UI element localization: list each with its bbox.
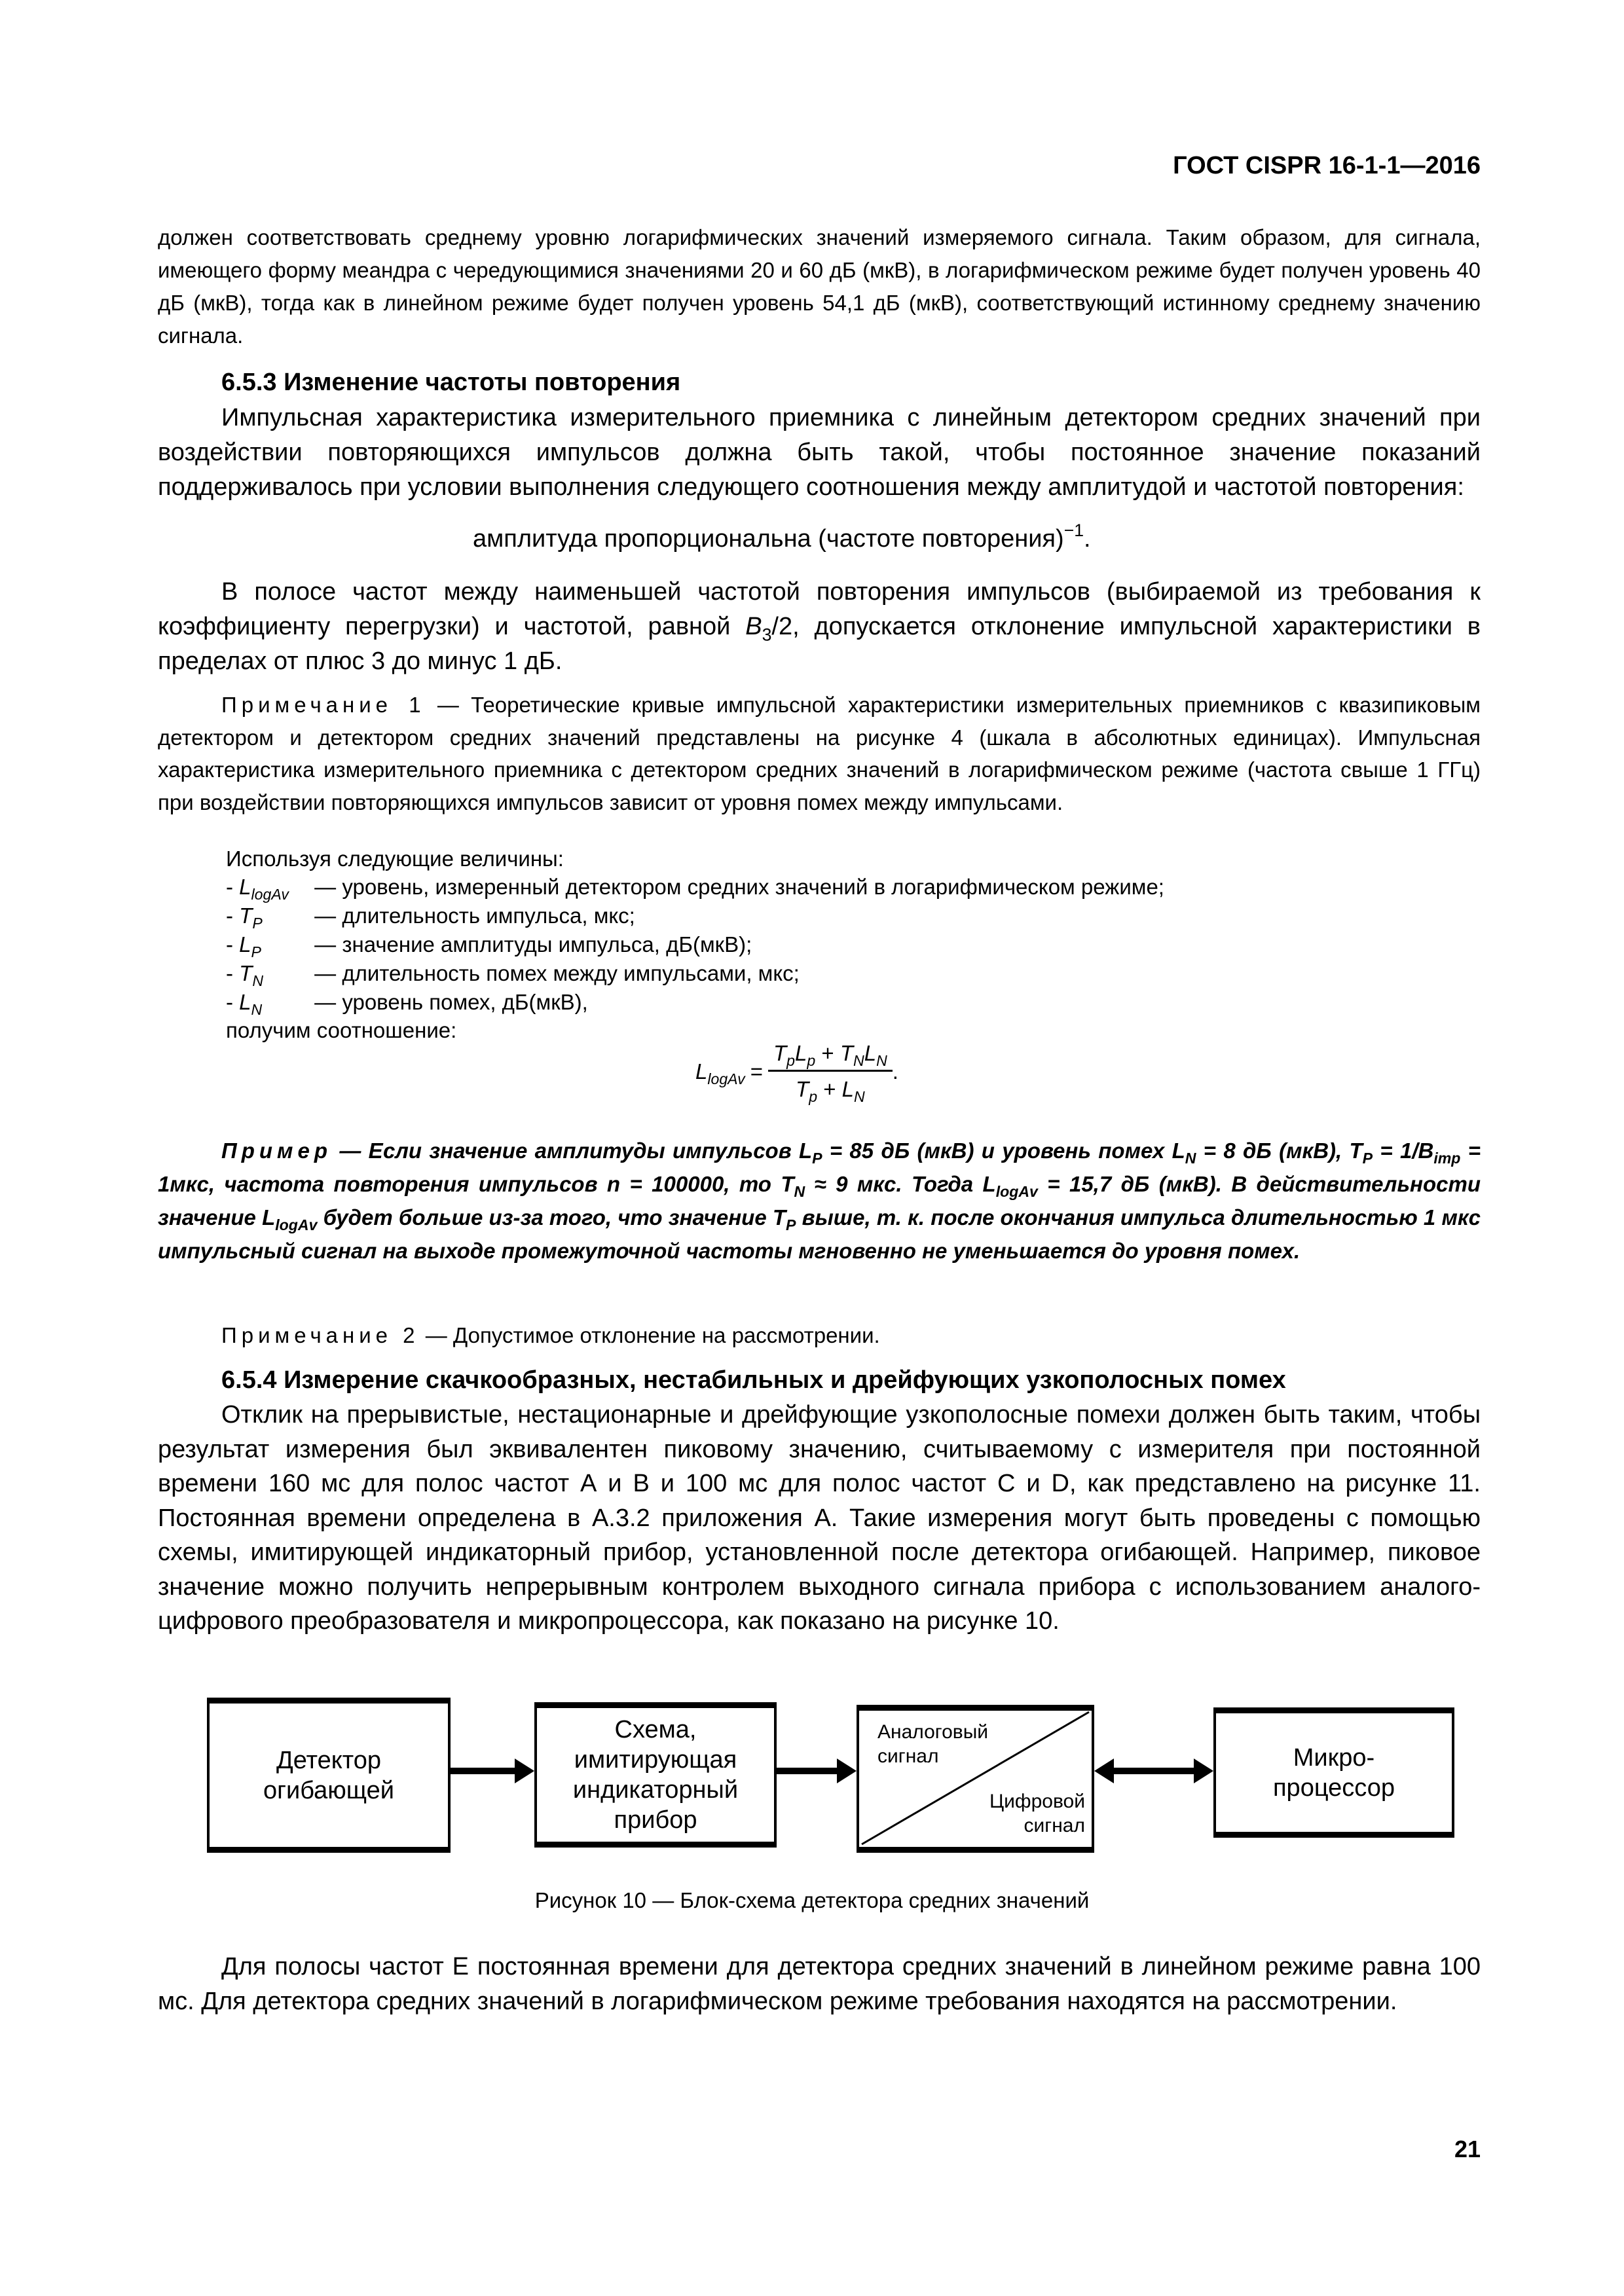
list-description: — длительность импульса, мкс; <box>314 903 635 928</box>
formula-symbol: T <box>796 1077 809 1101</box>
list-description: — уровень, измеренный детектором средних значений в логарифмическом режиме; <box>314 875 1164 899</box>
symbol-b: B <box>745 613 762 640</box>
analog-signal-label: Аналоговый сигнал <box>877 1721 989 1767</box>
list-symbol <box>239 959 314 988</box>
symbol-subscript: N <box>251 1001 263 1019</box>
symbol-subscript: 3 <box>762 625 772 645</box>
intro-paragraph: должен соответствовать среднему уровню логарифмических значений измеряемого сигнала. Таким образом, для сигнала, имеющего форму меандра с чередующимися значениями 20 и 60 дБ (мкВ), в логарифмическом режиме будет получен уровень 40 дБ (мкВ), тогда как в линейном режиме будет получен уровень 54,1 дБ (мкВ), соответствующий истинному среднему значению сигнала. <box>158 225 1481 348</box>
list-description: — длительность помех между импульсами, мкс; <box>314 961 800 985</box>
formula-numerator <box>768 1041 893 1072</box>
formula-symbol: T <box>840 1041 854 1065</box>
list-symbol <box>239 988 314 1017</box>
example-text: = 1мкс, частота повторения импульсов n = 100000, то T <box>158 1139 1481 1196</box>
example-subscript: N <box>1185 1150 1196 1167</box>
page-number: 21 <box>1454 2136 1481 2162</box>
note-1-label: Примечание 1 <box>221 693 426 717</box>
note-2-label: Примечание 2 <box>221 1323 420 1347</box>
formula-symbol: L <box>695 1059 708 1084</box>
list-description: — значение амплитуды импульса, дБ(мкВ); <box>314 932 752 957</box>
formula-subscript: p <box>807 1052 816 1070</box>
arrow-bidirectional <box>1114 1768 1194 1774</box>
relation-text: амплитуда пропорциональна (частоте повторения) <box>473 525 1064 553</box>
formula-subscript: N <box>854 1088 865 1106</box>
note-2 <box>158 1319 1481 1352</box>
symbol-subscript: N <box>252 972 264 990</box>
note-2-text: — Допустимое отклонение на рассмотрении. <box>419 1323 880 1347</box>
paragraph-narrowband: Отклик на прерывистые, нестационарные и дрейфующие узкополосные помехи должен быть таким, чтобы результат измерения был эквивалентен пиковому значению, считываемому с измерителя при постоянной времени 160 мс для полос частот А и В и 100 мс для полос частот С и D, как представлено на рисунке 11. Постоянная времени определена в А.3.2 приложения А. Такие измерения могут быть проведены с помощью схемы, имитирующей индикаторный прибор, установленной после детектора огибающей. Например, пиковое значение можно получить непрерывным контролем выходного сигнала прибора с использованием аналого-цифрового преобразователя и микропроцессора, как показано на рисунке 10. <box>158 1401 1481 1635</box>
symbol: L <box>239 932 251 957</box>
example-text: выше, т. к. после окончания импульса длительностью 1 мкс импульсный сигнал на выходе промежуточной частоты мгновенно не уменьшается до уровня помех. <box>158 1205 1481 1263</box>
formula-subscript: p <box>809 1088 818 1106</box>
formula-symbol: L <box>841 1077 855 1101</box>
paragraph-repetition-response: Импульсная характеристика измерительного приемника с линейным детектором средних значений при воздействии повторяющихся импульсов должна быть такой, чтобы постоянное значение показаний поддерживалось при условии выполнения следующего соотношения между амплитудой и частотой повторения: <box>158 404 1481 501</box>
relation-exponent: −1 <box>1063 520 1084 541</box>
list-symbol <box>239 930 314 959</box>
list-symbol <box>239 873 314 902</box>
symbol-subscript: P <box>252 915 263 932</box>
symbol: L <box>239 990 251 1014</box>
list-description: — уровень помех, дБ(мкВ), <box>314 990 588 1014</box>
list-item: - $L_P$ — значение амплитуды импульса, дБ(мкВ); <box>226 930 752 959</box>
relation-end: . <box>1084 525 1091 553</box>
formula-subscript: logAv <box>707 1070 745 1087</box>
formula-period: . <box>892 1059 898 1084</box>
note-1-text: — Теоретические кривые импульсной характеристики измерительных приемников с квазипиковым детектором и детектором средних значений представлены на рисунке 4 (шкала в абсолютных единицах). Импульсная характеристика измерительного приемника с детектором средних значений в логарифмическом режиме (частота свыше 1 ГГц) при воздействии повторяющихся импульсов зависит от уровня помех между импульсами. <box>158 693 1481 814</box>
list-item: - $T_N$ — длительность помех между импульсами, мкс; <box>226 959 800 988</box>
formula-equals: = <box>750 1059 763 1084</box>
formula-symbol: L <box>795 1041 807 1065</box>
example-paragraph <box>158 1134 1481 1267</box>
document-header: ГОСТ CISPR 16-1-1—2016 <box>1173 152 1481 179</box>
arrow-right <box>777 1768 837 1774</box>
example-text: = 8 дБ (мкВ), T <box>1196 1139 1363 1163</box>
section-heading-6-5-3: 6.5.3 Изменение частоты повторения <box>221 369 681 396</box>
example-subscript: N <box>794 1183 805 1201</box>
list-outro: получим соотношение: <box>226 1018 457 1042</box>
list-intro: Используя следующие величины: <box>226 847 564 871</box>
example-subscript: P <box>1362 1150 1373 1167</box>
example-text: = 85 дБ (мкВ) и уровень помех L <box>822 1139 1185 1163</box>
block-envelope-detector: Детектор огибающей <box>207 1698 451 1853</box>
formula-subscript: p <box>786 1052 796 1070</box>
formula-denominator <box>796 1072 865 1106</box>
list-item: - $L_N$ — уровень помех, дБ(мкВ), <box>226 988 588 1017</box>
example-text: = 1/B <box>1373 1139 1434 1163</box>
arrow-right <box>451 1768 515 1774</box>
example-text: = 15,7 дБ (мкВ). В действительности значение L <box>158 1172 1481 1230</box>
paragraph-text: /2, допускается отклонение импульсной характеристики в пределах от плюс 3 до минус 1 дБ. <box>158 613 1481 675</box>
example-subscript: logAv <box>995 1183 1038 1201</box>
example-text: будет больше из-за того, что значение T <box>317 1205 786 1230</box>
formula-symbol: T <box>773 1041 787 1065</box>
symbol-subscript: logAv <box>251 886 289 903</box>
example-subscript: imp <box>1433 1150 1461 1167</box>
example-label: Пример <box>221 1139 332 1163</box>
formula-subscript: N <box>853 1052 864 1070</box>
note-1 <box>158 689 1481 818</box>
symbol: T <box>239 903 253 928</box>
digital-signal-label: Цифровой сигнал <box>989 1791 1085 1836</box>
figure-caption: Рисунок 10 — Блок-схема детектора средних значений <box>534 1888 1090 1912</box>
relation-line <box>473 522 1091 556</box>
paragraph-deviation <box>158 575 1481 679</box>
list-item: - $L_{logAv}$ — уровень, измеренный детектором средних значений в логарифмическом режиме; <box>226 873 1164 902</box>
formula-subscript: N <box>876 1052 887 1070</box>
block-adc <box>857 1705 1094 1853</box>
formula-symbol: L <box>864 1041 877 1065</box>
block-meter-simulation: Схема, имитирующая индикаторный прибор <box>534 1702 777 1848</box>
list-symbol <box>239 902 314 930</box>
closing-paragraph: Для полосы частот Е постоянная времени для детектора средних значений в линейном режиме равна 100 мс. Для детектора средних значений в логарифмическом режиме требования находятся на рассмотрении. <box>158 1953 1481 2015</box>
example-text: ≈ 9 мкс. Тогда L <box>805 1172 996 1196</box>
paragraph-text: В полосе частот между наименьшей частотой повторения импульсов (выбираемой из требования к коэффициенту перегрузки) и частотой, равной <box>158 578 1481 640</box>
example-subscript: P <box>812 1150 822 1167</box>
list-item: - $T_P$ — длительность импульса, мкс; <box>226 902 635 930</box>
formula-plus: + <box>821 1041 834 1065</box>
section-heading-6-5-4: 6.5.4 Измерение скачкообразных, нестабильных и дрейфующих узкополосных помех <box>221 1366 1286 1394</box>
formula-llogav <box>695 1041 898 1106</box>
symbol: L <box>239 875 251 899</box>
formula-lhs <box>695 1059 745 1087</box>
symbol: T <box>239 961 253 985</box>
formula-fraction <box>768 1041 893 1106</box>
example-subscript: P <box>786 1216 796 1234</box>
example-subscript: logAv <box>275 1216 318 1234</box>
symbol-subscript: P <box>251 943 261 961</box>
block-microprocessor: Микро-процессор <box>1213 1707 1454 1838</box>
formula-plus: + <box>823 1077 836 1101</box>
example-text: — Если значение амплитуды импульсов L <box>339 1139 813 1163</box>
